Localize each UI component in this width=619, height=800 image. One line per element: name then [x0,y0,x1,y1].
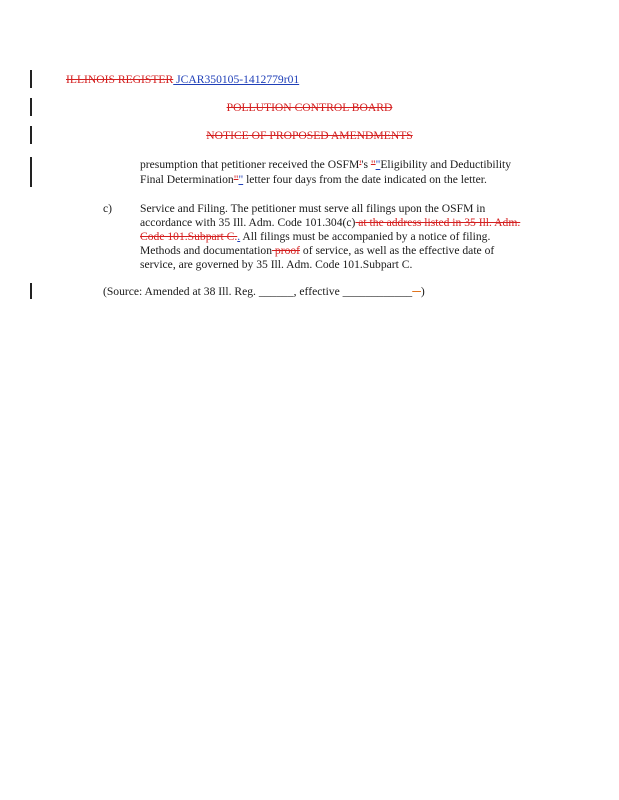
register-inserted: JCAR350105-1412779r01 [173,73,300,86]
change-bar [30,157,32,187]
item-c-label: c) [103,202,113,215]
notice-title: NOTICE OF PROPOSED AMENDMENTS [206,129,413,142]
change-bar [30,70,32,88]
item-c-line4: Methods and documentation proof of service, as well as the effective date of [140,244,495,257]
register-deleted: ILLINOIS REGISTER [66,73,174,86]
item-c-line3: Code 101.Subpart C.. All filings must be accompanied by a notice of filing. [140,230,491,243]
source-note: (Source: Amended at 38 Ill. Reg. ______, effective ____________ ) [103,285,425,298]
item-c-line2: accordance with 35 Ill. Adm. Code 101.304(c) at the address listed in 35 Ill. Adm. [140,216,521,229]
change-bar [30,283,32,299]
para1-line1: presumption that petitioner received the OSFM''s ""Eligibility and Deductibility [140,158,512,171]
board-title: POLLUTION CONTROL BOARD [226,101,393,114]
item-c-line5: service, are governed by 35 Ill. Adm. Code 101.Subpart C. [140,258,413,271]
item-c-line1: Service and Filing. The petitioner must serve all filings upon the OSFM in [140,202,486,215]
register-header [66,72,299,88]
para1-line2: Final Determination"" letter four days from the date indicated on the letter. [140,173,487,186]
